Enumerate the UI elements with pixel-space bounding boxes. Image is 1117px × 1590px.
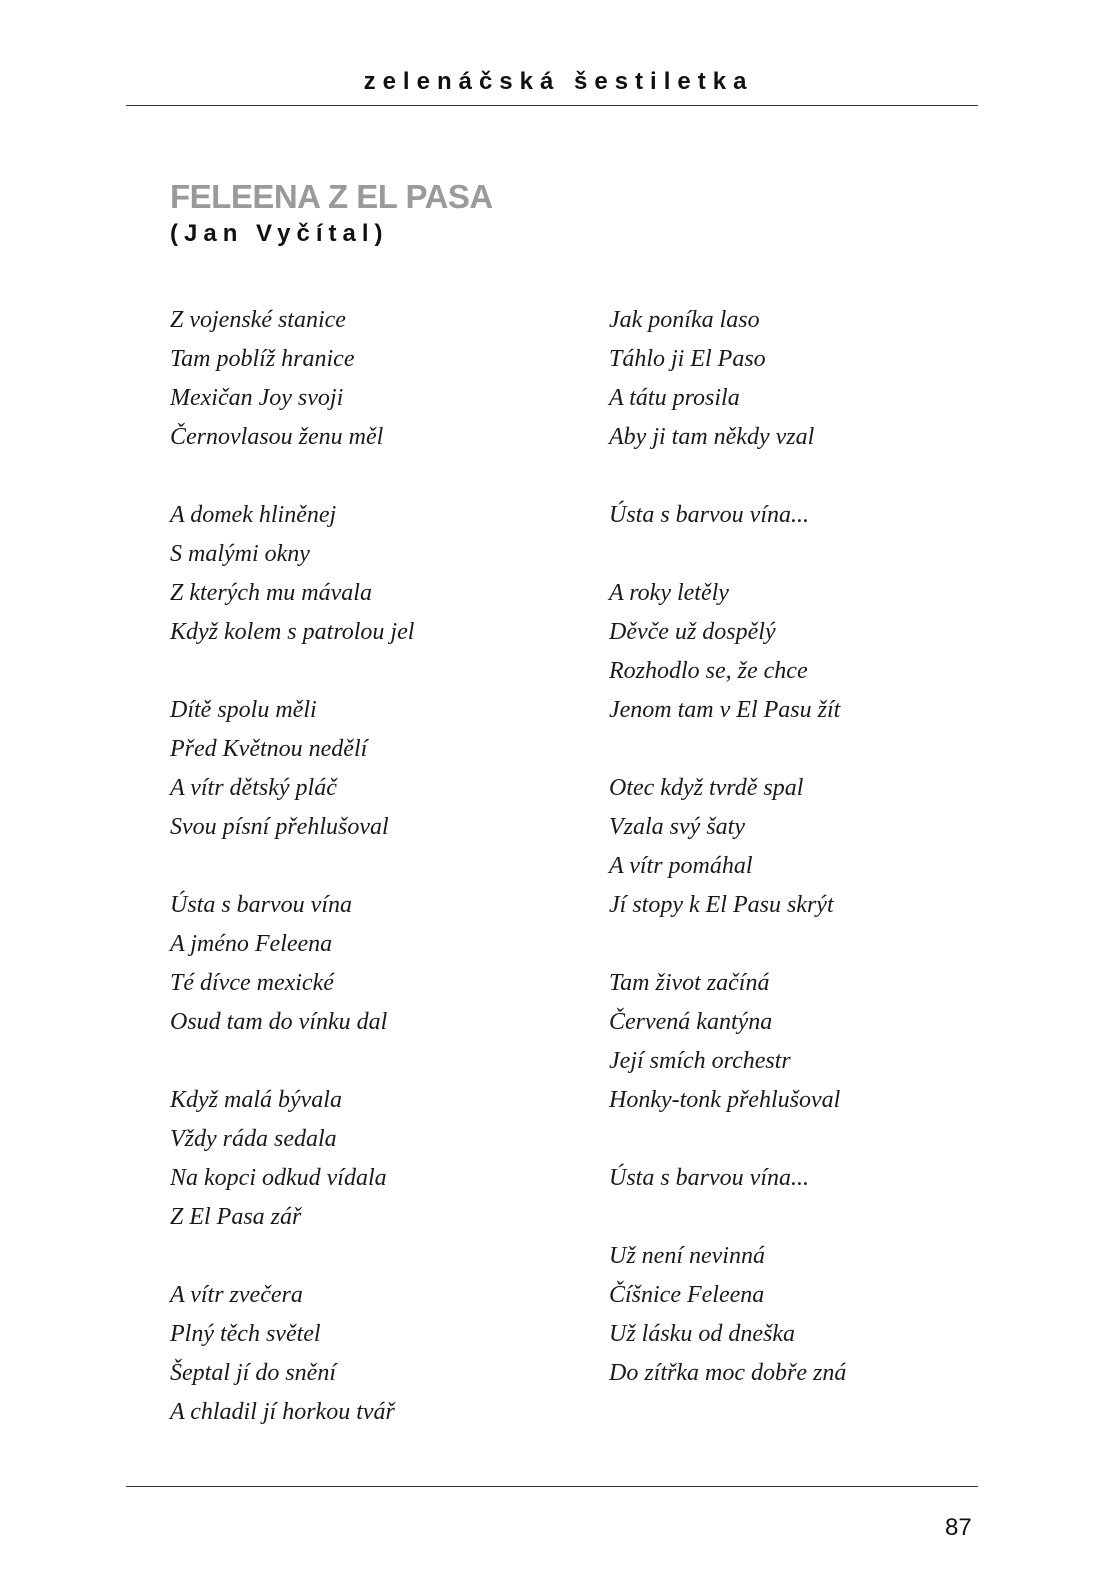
lyric-line: Rozhodlo se, že chce	[609, 658, 808, 684]
lyric-line	[609, 730, 846, 769]
lyric-line: Táhlo ji El Paso	[609, 346, 766, 372]
lyric-line	[170, 1042, 414, 1081]
lyric-line	[609, 925, 846, 964]
lyric-line: Číšnice Feleena	[609, 1282, 765, 1308]
lyric-line: Ústa s barvou vína...	[609, 502, 809, 528]
lyric-line: Ústa s barvou vína...	[609, 1165, 809, 1191]
lyric-line: Když malá bývala	[170, 1087, 342, 1113]
lyric-line: S malými okny	[170, 541, 310, 567]
lyric-line: Už není nevinná	[609, 1243, 765, 1269]
lyric-line: Už lásku od dneška	[609, 1321, 795, 1347]
lyric-line: Tam život začíná	[609, 970, 770, 996]
lyrics-right-column	[609, 301, 846, 1393]
lyric-line	[170, 652, 414, 691]
lyric-line: A vítr pomáhal	[609, 853, 753, 879]
lyric-line: A roky letěly	[609, 580, 729, 606]
lyric-line: Jí stopy k El Pasu skrýt	[609, 892, 834, 918]
lyric-line: Jenom tam v El Pasu žít	[609, 697, 841, 723]
lyric-line: Jak poníka laso	[609, 307, 760, 333]
lyric-line: Z kterých mu mávala	[170, 580, 372, 606]
lyric-line: Plný těch světel	[170, 1321, 321, 1347]
lyric-line: A chladil jí horkou tvář	[170, 1399, 395, 1425]
lyric-line: Z El Pasa zář	[170, 1204, 302, 1230]
lyric-line: A vítr zvečera	[170, 1282, 303, 1308]
lyric-line	[170, 457, 414, 496]
lyric-line: Děvče už dospělý	[609, 619, 776, 645]
lyric-line: Honky-tonk přehlušoval	[609, 1087, 841, 1113]
page-number: 87	[945, 1514, 972, 1541]
lyric-line: Svou písní přehlušoval	[170, 814, 389, 840]
lyric-line: A vítr dětský pláč	[170, 775, 337, 801]
lyric-line: A domek hliněnej	[170, 502, 337, 528]
lyric-line: Aby ji tam někdy vzal	[609, 424, 815, 450]
header-rule	[126, 105, 978, 106]
lyric-line	[609, 535, 846, 574]
lyric-line: Červená kantýna	[609, 1009, 773, 1035]
lyric-line: A tátu prosila	[609, 385, 740, 411]
lyric-line: Z vojenské stanice	[170, 307, 346, 333]
lyric-line: Dítě spolu měli	[170, 697, 317, 723]
lyric-line	[609, 457, 846, 496]
lyric-line	[170, 847, 414, 886]
lyric-line: Před Květnou nedělí	[170, 736, 368, 762]
lyric-line: Mexičan Joy svoji	[170, 385, 344, 411]
lyric-line: Na kopci odkud vídala	[170, 1165, 387, 1191]
lyric-line: Šeptal jí do snění	[170, 1360, 336, 1386]
lyric-line: Osud tam do vínku dal	[170, 1009, 388, 1035]
lyric-line: Když kolem s patrolou jel	[170, 619, 415, 645]
running-header: zelenáčská šestiletka	[363, 68, 754, 95]
song-author: (Jan Vyčítal)	[170, 220, 389, 247]
lyric-line: Její smích orchestr	[609, 1048, 791, 1074]
lyric-line	[609, 1198, 846, 1237]
song-title: FELEENA Z EL PASA	[170, 178, 493, 215]
lyric-line	[170, 1237, 414, 1276]
lyric-line: A jméno Feleena	[170, 931, 333, 957]
lyrics-left-column	[170, 301, 414, 1432]
lyric-line: Černovlasou ženu měl	[170, 424, 384, 450]
lyric-line: Vzala svý šaty	[609, 814, 745, 840]
lyric-line: Tam poblíž hranice	[170, 346, 355, 372]
lyric-line: Do zítřka moc dobře zná	[609, 1360, 847, 1386]
lyric-line	[609, 1120, 846, 1159]
lyric-line: Vždy ráda sedala	[170, 1126, 337, 1152]
lyric-line: Ústa s barvou vína	[170, 892, 352, 918]
footer-rule	[126, 1486, 978, 1487]
lyric-line: Té dívce mexické	[170, 970, 334, 996]
lyric-line: Otec když tvrdě spal	[609, 775, 804, 801]
